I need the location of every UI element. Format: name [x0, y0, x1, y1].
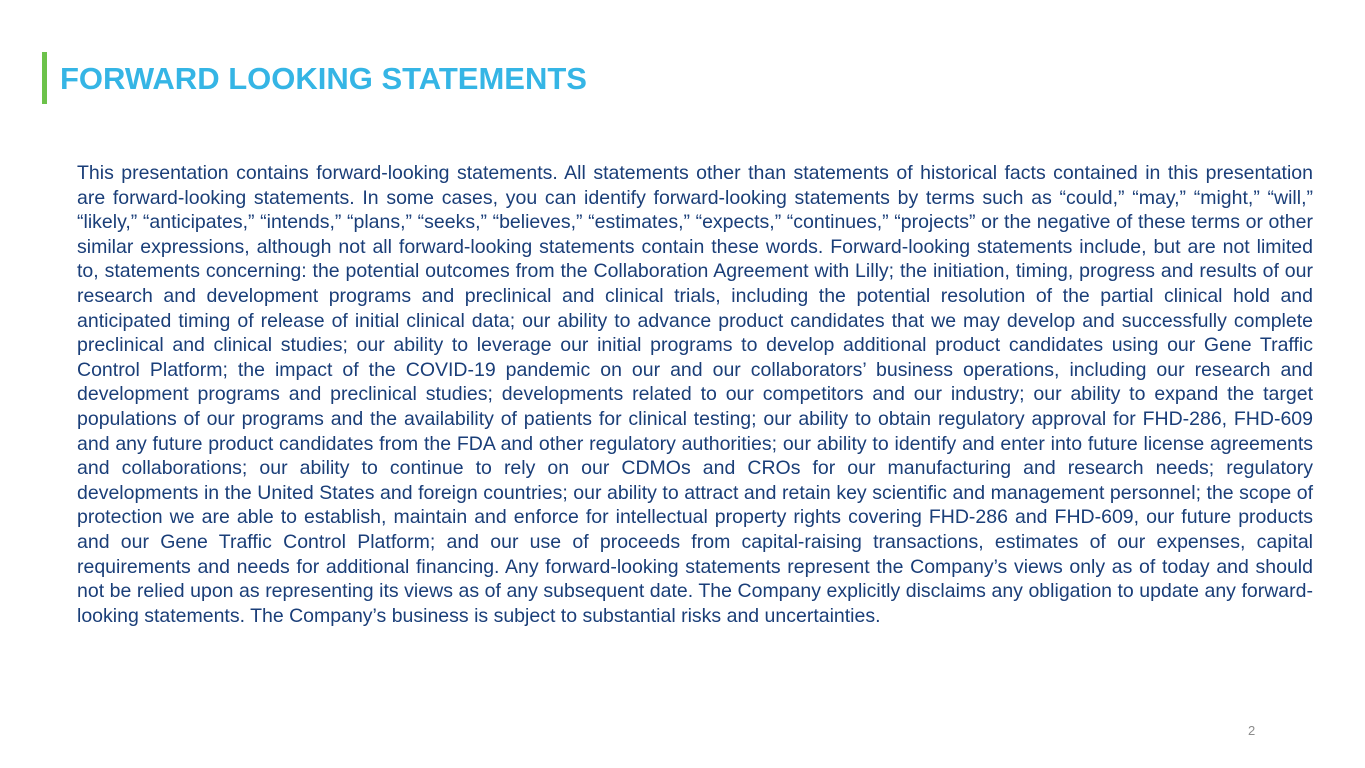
page-number: 2 — [1248, 723, 1256, 738]
disclaimer-paragraph: This presentation contains forward-looking statements. All statements other than statements of historical facts contained in this presentation are forward-looking statements. In some cases, you can identify forward-looking statements by terms such as “could,” “may,” “might,” “will,” “likely,” “anticipates,” “intends,” “plans,” “seeks,” “believes,” “estimates,” “expects,” “continues,” “projects” or the negative of these terms or other similar expressions, although not all forward-looking statements contain these words. Forward-looking statements include, but are not limited to, statements concerning: the potential outcomes from the Collaboration Agreement with Lilly; the initiation, timing, progress and results of our research and development programs and preclinical and clinical trials, including the potential resolution of the partial clinical hold and anticipated timing of release of initial clinical data; our ability to advance product candidates that we may develop and successfully complete preclinical and clinical studies; our ability to leverage our initial programs to develop additional product candidates using our Gene Traffic Control Platform; the impact of the COVID-19 pandemic on our and our collaborators’ business operations, including our research and development programs and preclinical studies; developments related to our competitors and our industry; our ability to expand the target populations of our programs and the availability of patients for clinical testing; our ability to obtain regulatory approval for FHD-286, FHD-609 and any future product candidates from the FDA and other regulatory authorities; our ability to identify and enter into future license agreements and collaborations; our ability to continue to rely on our CDMOs and CROs for our manufacturing and research needs; regulatory developments in the United States and foreign countries; our ability to attract and retain key scientific and management personnel; the scope of protection we are able to establish, maintain and enforce for intellectual property rights covering FHD-286 and FHD-609, our future products and our Gene Traffic Control Platform; and our use of proceeds from capital-raising transactions, estimates of our expenses, capital requirements and needs for additional financing. Any forward-looking statements represent the Company’s views only as of today and should not be relied upon as representing its views as of any subsequent date. The Company explicitly disclaims any obligation to update any forward-looking statements. The Company’s business is subject to substantial risks and uncertainties. — [77, 162, 1313, 627]
slide-title: FORWARD LOOKING STATEMENTS — [60, 61, 587, 96]
title-accent-bar — [42, 52, 47, 104]
